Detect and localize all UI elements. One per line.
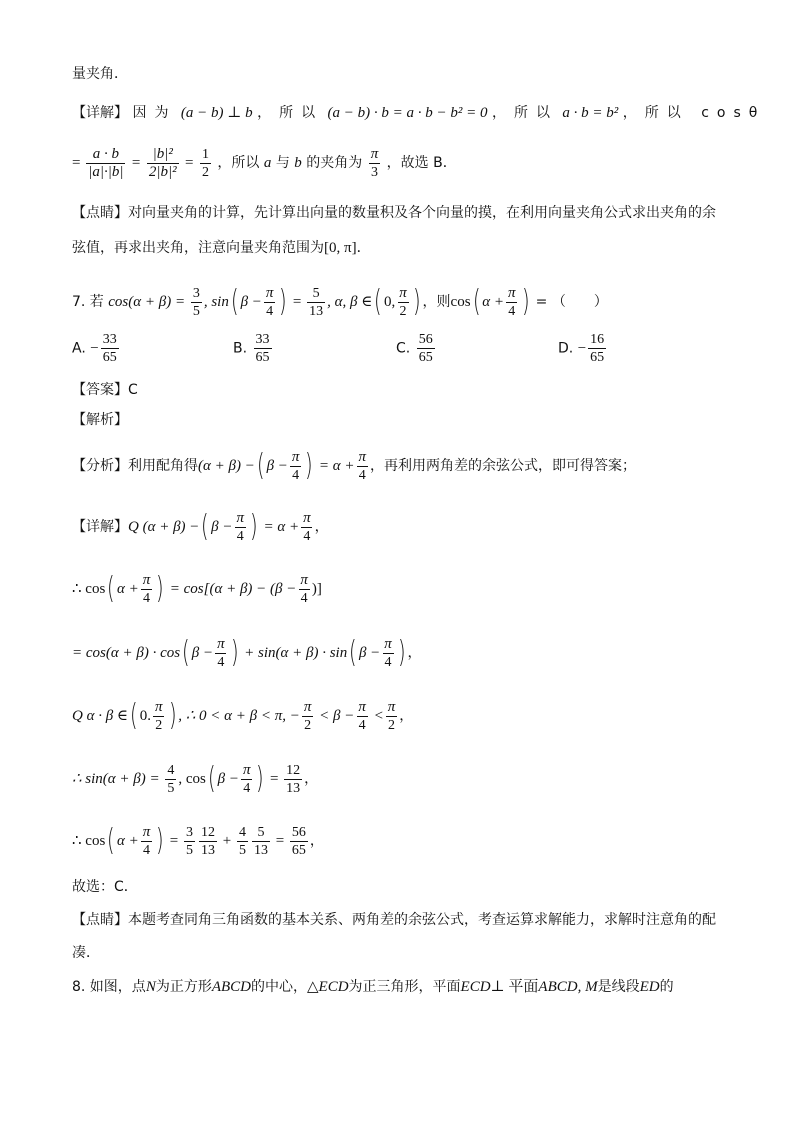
solution-line-4: Q α · β ∈( 0. $\frac{\pi}{2}$ ) , ∴ 0 < α + β < π, − $\frac{\pi}{2}$ < β − $\frac{\pi}{4}$ < $\frac{\pi}{2}$ ， [72, 698, 414, 733]
text: ，故选 B． [386, 155, 457, 171]
fraction: $\frac{12}{13}$ [286, 762, 301, 796]
text: ⊥ 平面 [490, 979, 539, 995]
fraction: $\frac{56}{65}$ [418, 332, 433, 365]
text: 是线段 [597, 979, 640, 995]
math: a · b = b² [562, 105, 619, 121]
math: (a − b) · b = a · b − b² = 0 [327, 105, 488, 121]
fraction: $\frac{5}{13}$ [253, 824, 268, 858]
text: 为正三角形，平面 [348, 979, 461, 995]
math: b [294, 155, 302, 171]
choose-line [72, 877, 138, 897]
fraction: $\frac{\pi}{4}$ [242, 761, 251, 796]
math: ABCD, M [538, 979, 598, 995]
text: 为正方形 [155, 979, 212, 995]
fraction: $\frac{\pi}{4}$ [358, 448, 367, 483]
text: ，所以 [217, 155, 260, 171]
math: = α + [315, 458, 355, 474]
fraction: $\frac{4}{5}$ [167, 762, 175, 796]
math: β − [211, 519, 233, 535]
solution-line-2: ∴ cos( α + $\frac{\pi}{4}$ ) = cos[(α + β) − (β − $\frac{\pi}{4}$ )] [72, 571, 322, 606]
fraction: $\frac{3}{5}$ [185, 824, 193, 858]
text: ， [399, 708, 414, 724]
fraction: $\frac{\pi}{4}$ [142, 571, 151, 606]
math: α + [482, 294, 504, 310]
math: (a − b) ⊥ b [180, 105, 253, 121]
math: 0, [384, 294, 396, 310]
text: ， [309, 833, 324, 849]
option-d[interactable] [558, 331, 608, 366]
text: ，再利用两角差的余弦公式，即可得答案； [370, 458, 637, 474]
math: ABCD [211, 979, 251, 995]
summary-line-1 [72, 910, 716, 930]
fraction: $\frac{5}{13}$ [309, 285, 324, 319]
math: < [369, 708, 384, 724]
fraction: $\frac{\pi}{4}$ [291, 448, 300, 483]
option-label: D. [558, 340, 574, 357]
option-label: B. [233, 340, 248, 357]
math: α + [117, 833, 139, 849]
option-label: A. [72, 340, 86, 357]
fenxi-tag: 【分析】 [72, 458, 128, 474]
math: β − [240, 294, 262, 310]
answer-value: C [128, 382, 138, 398]
detail-line-1 [72, 103, 765, 123]
text: 利用配角得 [128, 458, 198, 474]
fraction: $\frac{\pi}{2}$ [155, 698, 163, 733]
math: = [166, 833, 182, 849]
fraction: $\frac{\pi}{4}$ [265, 284, 274, 319]
text: 与 [275, 155, 290, 171]
text: 因为 [132, 105, 177, 121]
text: ，则 [422, 294, 451, 310]
text: 凑． [72, 945, 100, 961]
analysis-line [72, 410, 128, 430]
text-line [72, 64, 128, 84]
math: △ECD [307, 979, 349, 995]
question-7: 7. 若 cos(α + β) = $\frac{3}{5}$ , sin( β − $\frac{\pi}{4}$ ) = $\frac{5}{13}$ , α, β ∈( 0, $\frac{\pi}{2}$ ) ，则cos( α + $\frac{\pi}{4}$ ) = （ ） [72, 284, 608, 319]
math: + sin(α + β) · sin [240, 645, 348, 661]
text: ，所以 [491, 105, 558, 121]
question-8 [72, 977, 674, 997]
math: β − [358, 645, 381, 661]
fraction: $\frac{\pi}{4}$ [508, 284, 516, 319]
math: + [218, 833, 235, 849]
math: )] [311, 581, 322, 597]
fraction: $\frac{\pi}{4}$ [300, 571, 308, 606]
text: 本题考查同角三角函数的基本关系、两角差的余弦公式，考查运算求解能力，求解时注意角的配 [128, 912, 716, 928]
math: ∴ cos [72, 833, 106, 849]
math: ∴ sin(α + β) = [72, 771, 164, 787]
detail-tag: 【详解】 [72, 105, 128, 121]
fraction: $\frac{3}{5}$ [192, 285, 200, 319]
text: 弦值，再求出夹角，注意向量夹角范围为 [72, 240, 324, 256]
fraction: $\frac{4}{5}$ [238, 824, 246, 858]
text: ， [314, 519, 329, 535]
remark-line-2 [72, 238, 371, 258]
fraction: $\frac{56}{65}$ [291, 824, 306, 858]
detail-tag: 【详解】 [72, 519, 128, 535]
remark-line-1 [72, 203, 716, 223]
math: < β − [315, 708, 355, 724]
sign: − [577, 340, 587, 357]
option-b[interactable] [233, 331, 274, 366]
fraction: $\frac{\text{|b|²}}{\text{2|b|²}}$ [148, 145, 177, 180]
answer-tag: 【答案】 [72, 382, 128, 398]
math: = cos(α + β) · cos [72, 645, 181, 661]
fraction: $\frac{1}{2}$ [201, 146, 209, 180]
math: = [266, 771, 283, 787]
text: 对向量夹角的计算，先计算出向量的数量积及各个向量的摸，在利用向量夹角公式求出夹角的余 [128, 205, 716, 221]
math: Q α · β ∈ [72, 708, 129, 724]
math: = α + [259, 519, 300, 535]
math: , sin [203, 294, 229, 310]
math: = [72, 155, 85, 171]
math: ∴ cos [72, 581, 106, 597]
math: β − [217, 771, 239, 787]
math: = [271, 833, 288, 849]
question-number: 7. 若 [72, 294, 104, 310]
option-a[interactable] [72, 331, 121, 366]
sign: − [90, 340, 99, 357]
fraction: $\frac{\pi}{4}$ [236, 509, 244, 544]
fraction: $\frac{33}{65}$ [102, 332, 117, 365]
detail-line-2: = $\frac{a \cdot b}{|a|\cdot|b|}$ = $\frac{\text{|b|²}}{\text{2|b|²}}$ = $\frac{1}{2}$ ，所以 a 与 b 的夹角为 $\frac{\pi}{3}$ ，故选 B． [72, 145, 457, 180]
summary-line-2 [72, 943, 100, 963]
paragraph-text: 量夹角． [72, 66, 128, 82]
math: β − [266, 458, 288, 474]
text: = （ ） [531, 294, 608, 310]
solution-line-1: 【详解】Q (α + β) −( β − $\frac{\pi}{4}$ ) = α + $\frac{\pi}{4}$ ， [72, 509, 329, 544]
fraction: $\frac{\pi}{2}$ [303, 698, 312, 733]
math: , cos [178, 771, 206, 787]
analysis-tag: 【解析】 [72, 412, 128, 428]
math: = [289, 294, 306, 310]
text: 的 [659, 979, 674, 995]
math: cos [450, 294, 471, 310]
option-label: C. [396, 340, 411, 357]
fraction: $\frac{\pi}{2}$ [387, 698, 396, 733]
math: β − [191, 645, 214, 661]
fraction: $\frac{\pi}{3}$ [370, 145, 379, 180]
solution-line-6: ∴ cos( α + $\frac{\pi}{4}$ ) = $\frac{3}{5}$ $\frac{12}{13}$ + $\frac{4}{5}$ $\frac{5}{13}$ = $\frac{56}{65}$ ， [72, 823, 324, 858]
math: α + [117, 581, 139, 597]
text: 的夹角为 [306, 155, 363, 171]
math: Q (α + β) − [128, 519, 200, 535]
fraction: $\frac{a \cdot b}{|a|\cdot|b|}$ [88, 145, 124, 180]
text: 8. 如图，点 [72, 979, 146, 995]
answer-line [72, 380, 138, 400]
text: ，所以 cosθ [622, 105, 766, 121]
fenxi-line: 【分析】利用配角得(α + β) −( β − $\frac{\pi}{4}$ ) = α + $\frac{\pi}{4}$ ，再利用两角差的余弦公式，即可得答案； [72, 448, 637, 483]
fraction: $\frac{\pi}{4}$ [142, 823, 151, 858]
math: a [263, 155, 272, 171]
fraction: $\frac{12}{13}$ [200, 824, 215, 858]
text: ，所以 [257, 105, 324, 121]
math: N [145, 979, 156, 995]
math: 0. [139, 708, 151, 724]
fraction: $\frac{\pi}{4}$ [358, 698, 366, 733]
fraction: $\frac{\pi}{4}$ [217, 635, 225, 670]
text: 的中心， [251, 979, 307, 995]
solution-line-3: = cos(α + β) · cos( β − $\frac{\pi}{4}$ ) + sin(α + β) · sin( β − $\frac{\pi}{4}$ ) ， [72, 635, 422, 670]
math: , ∴ 0 < α + β < π, − [178, 708, 300, 724]
math: (α + β) − [198, 458, 255, 474]
text: 故选：C． [72, 879, 138, 895]
math: ED [639, 979, 660, 995]
solution-line-5: ∴ sin(α + β) = $\frac{4}{5}$ , cos( β − $\frac{\pi}{4}$ ) = $\frac{12}{13}$ ， [72, 761, 319, 796]
math: cos(α + β) = [108, 294, 189, 310]
math: = cos[(α + β) − (β − [166, 581, 297, 597]
option-c[interactable] [396, 331, 437, 366]
fraction: $\frac{33}{65}$ [255, 332, 270, 365]
fraction: $\frac{16}{65}$ [590, 332, 605, 365]
text: ， [304, 771, 319, 787]
math: , α, β ∈ [327, 294, 373, 310]
text: ． [356, 240, 371, 256]
text: ， [407, 645, 422, 661]
summary-tag: 【点睛】 [72, 912, 128, 928]
fraction: $\frac{\pi}{4}$ [303, 509, 311, 544]
math: ECD [460, 979, 491, 995]
fraction: $\frac{\pi}{4}$ [384, 635, 392, 670]
remark-tag: 【点睛】 [72, 205, 128, 221]
fraction: $\frac{\pi}{2}$ [399, 284, 407, 319]
math: [0, π] [324, 240, 357, 256]
